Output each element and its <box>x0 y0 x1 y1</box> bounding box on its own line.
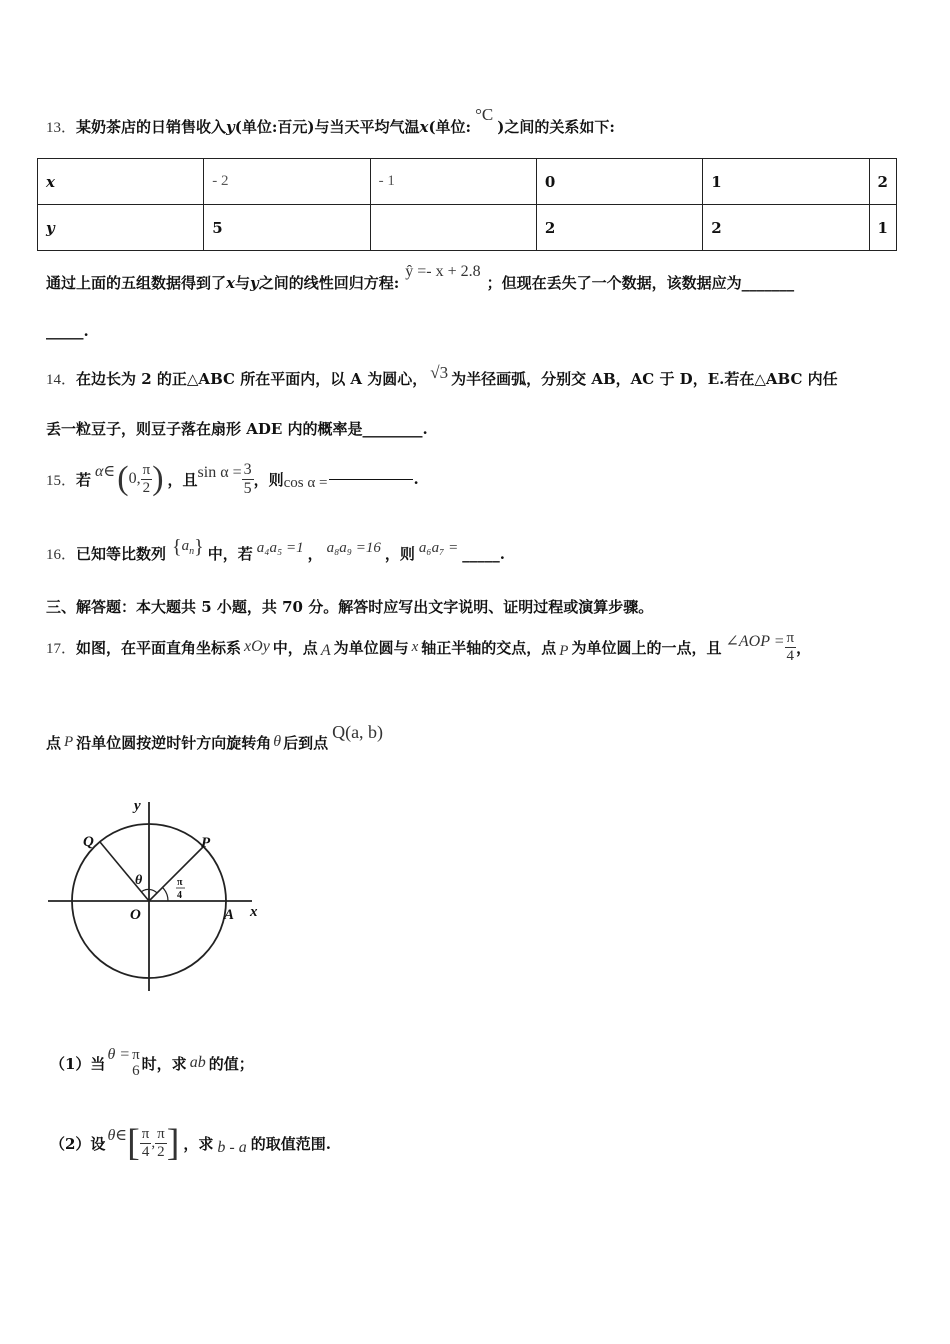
q14-number: 14． <box>46 372 77 388</box>
label-p: P <box>201 835 211 851</box>
table-cell: - 2 <box>204 159 370 205</box>
q16-number: 16． <box>46 547 77 563</box>
table-row <box>38 205 897 251</box>
section-heading: 三、解答题：本大题共 5 小题，共 70 分。解答时应写出文字说明、证明过程或演算步骤。 <box>46 598 654 616</box>
q13-line3: _____. <box>46 322 89 340</box>
label-pi: π <box>177 877 183 888</box>
q17-part2: （2）设 θ∈ [ $\frac{\pi}{4}$ , $\frac{\pi}{2}$ ] ，求 b - a 的取值范围. <box>50 1122 331 1164</box>
table-row <box>38 159 897 205</box>
table-cell: 1 <box>703 159 869 205</box>
table-cell <box>370 205 536 251</box>
point-q: Q(a, b) <box>332 721 384 742</box>
regression-equation: ŷ =- x + 2.8 <box>405 263 481 280</box>
q13-number: 13． <box>46 120 77 136</box>
table-cell: x <box>38 159 204 205</box>
pi-over-2: $\frac{\pi}{2}$ <box>142 462 151 496</box>
q13-line1: 13．某奶茶店的日销售收入y(单位:百元)与当天平均气温x(单位:°C)之间的关系如下: <box>46 105 615 136</box>
label-four: 4 <box>177 890 182 901</box>
label-x: x <box>250 904 258 920</box>
table-cell: 1 <box>869 205 896 251</box>
celsius-unit: °C <box>475 105 494 124</box>
angle-arc-pi4 <box>162 887 168 901</box>
pi-over-4: $\frac{\pi}{4}$ <box>786 630 795 664</box>
q17-line2: 点 P 沿单位圆按逆时针方向旋转角 θ 后到点 Q(a, b) <box>46 721 384 752</box>
q14-line1: 14．在边长为 2 的正△ABC 所在平面内，以 A 为圆心， √3 为半径画弧，分别交 AB，AC 于 D，E.若在△ABC 内任 <box>46 363 838 388</box>
q17-number: 17． <box>46 640 77 657</box>
table-cell: y <box>38 205 204 251</box>
pi-over-2-bracket: $\frac{\pi}{2}$ <box>157 1126 165 1160</box>
sequence-a: $a_n$ <box>181 538 195 557</box>
answer-blank[interactable] <box>329 479 413 480</box>
table-cell: - 1 <box>370 159 536 205</box>
label-a: A <box>224 907 235 923</box>
fraction-3-5: $\frac{3}{5}$ <box>243 460 252 497</box>
label-y: y <box>134 798 141 814</box>
table-cell: 2 <box>703 205 869 251</box>
table-cell: 5 <box>204 205 370 251</box>
label-o: O <box>130 907 141 923</box>
q15-line: 15． 若 α∈ ( 0, $\frac{\pi}{2}$ ) ，且 sin α = $\frac{3}{5}$ ，则 cos α = . <box>46 460 419 497</box>
table-cell: 2 <box>869 159 896 205</box>
label-theta: θ <box>135 873 143 888</box>
table-cell: 0 <box>536 159 702 205</box>
pi-over-6: π 6 <box>132 1046 140 1079</box>
table-cell: 2 <box>536 205 702 251</box>
data-table <box>37 158 897 251</box>
q13-line2: 通过上面的五组数据得到了x与y之间的线性回归方程:ŷ =- x + 2.8；但现在丢失了一个数据，该数据应为_______ <box>46 263 795 292</box>
q15-number: 15． <box>46 472 77 489</box>
sqrt3: √3 <box>430 363 449 382</box>
unit-circle-figure <box>44 796 274 996</box>
pi-over-4-bracket: $\frac{\pi}{4}$ <box>141 1126 150 1160</box>
q17-part1: （1）当 θ = π 6 时，求 ab 的值； <box>50 1046 254 1079</box>
q16-line: 16． 已知等比数列 { $a_n$ } 中，若 a₄a₅ =1 ， a₈a₉ =16 ，则 a₆a₇ = _____. <box>46 536 505 563</box>
q17-line1: 17． 如图，在平面直角坐标系 xOy 中，点 A 为单位圆与 x 轴正半轴的交点，点 P 为单位圆上的一点，且 ∠AOP = $\frac{\pi}{4}$ ， <box>46 630 812 664</box>
q14-line2: 丢一粒豆子，则豆子落在扇形 ADE 内的概率是________. <box>46 420 428 438</box>
label-q: Q <box>83 834 94 850</box>
